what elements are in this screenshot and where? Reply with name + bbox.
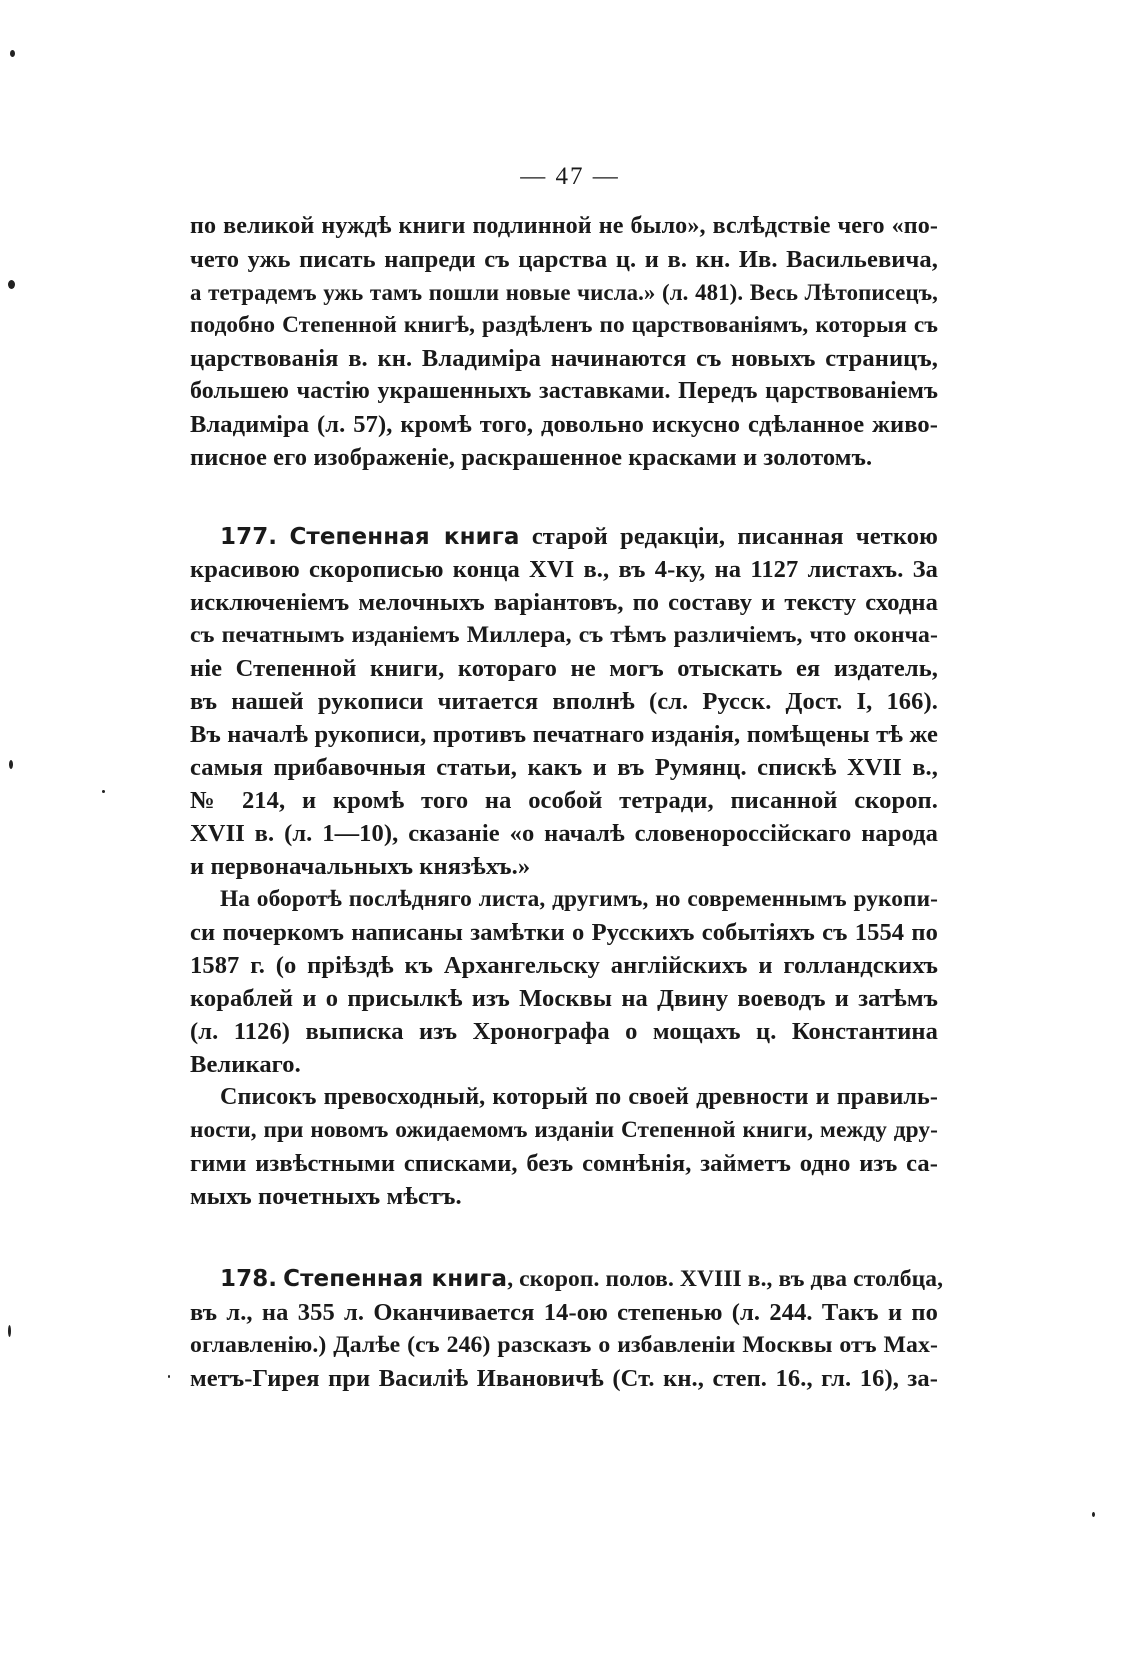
text-line: XVII в. (л. 1—10), сказаніе «о началѣ словенороссійскаго народа: [190, 820, 938, 847]
text-line: ніе Степенной книги, котораго не могъ отыскать ея издатель,: [190, 655, 938, 682]
text-line: мыхъ почетныхъ мѣстъ.: [190, 1183, 462, 1210]
text-line: гими извѣстными списками, безъ сомнѣнія, займетъ одно изъ са-: [190, 1150, 938, 1177]
entry-heading-rest: , скороп. полов. XVIII в., въ два столбца,: [507, 1266, 944, 1292]
text-line: Списокъ превосходный, который по своей древности и правиль-: [220, 1084, 938, 1110]
text-line: самыя прибавочныя статьи, какъ и въ Румянц. спискѣ XVII в.,: [190, 754, 938, 781]
text-line: царствованія в. кн. Владиміра начинаются съ новыхъ страницъ,: [190, 345, 938, 372]
scan-speck: [10, 50, 15, 57]
text-line: красивою скорописью конца XVI в., въ 4-ку, на 1127 листахъ. За: [190, 556, 938, 583]
entry-title: Степенная книга: [289, 524, 520, 550]
continuation-paragraph: [190, 210, 938, 474]
scan-speck: [8, 1325, 11, 1337]
text-line: съ печатнымъ изданіемъ Миллера, съ тѣмъ различіемъ, что оконча-: [190, 622, 938, 648]
text-line: 1587 г. (о пріѣздѣ къ Архангельску англійскихъ и голландскихъ: [190, 952, 938, 979]
text-line: кораблей и о присылкѣ изъ Москвы на Двину воеводъ и затѣмъ: [190, 985, 938, 1012]
entry-number: 177.: [220, 524, 278, 550]
text-line: На оборотѣ послѣдняго листа, другимъ, но современнымъ рукопи-: [220, 886, 938, 912]
scan-speck: [102, 790, 105, 793]
scan-speck: [1092, 1512, 1095, 1517]
text-line: исключеніемъ мелочныхъ варіантовъ, по составу и тексту сходна: [190, 589, 938, 616]
entry-title: Степенная книга: [283, 1266, 508, 1292]
text-line: си почеркомъ написаны замѣтки о Русскихъ событіяхъ съ 1554 по: [190, 919, 938, 946]
text-line: № 214, и кромѣ того на особой тетради, писанной скороп.: [190, 787, 938, 814]
text-line: а тетрадемъ ужь тамъ пошли новые числа.» (л. 481). Весь Лѣтописецъ,: [190, 280, 938, 305]
text-line: чето ужь писать напреди съ царства ц. и в. кн. Ив. Васильевича,: [190, 246, 938, 273]
text-line: по великой нуждѣ книги подлинной не было», вслѣдствіе чего «по-: [190, 213, 938, 239]
scan-speck: [9, 760, 13, 769]
text-line: Въ началѣ рукописи, противъ печатнаго изданія, помѣщены тѣ же: [190, 721, 938, 748]
entry-number: 178.: [220, 1266, 278, 1292]
entry-heading-line: [190, 1263, 944, 1296]
text-line: (л. 1126) выписка изъ Хронографа о мощахъ ц. Константина: [190, 1018, 938, 1045]
text-line: въ л., на 355 л. Оканчивается 14-ою степенью (л. 244. Такъ и по: [190, 1299, 938, 1326]
entry-heading-line: [190, 520, 938, 553]
text-line: Великаго.: [190, 1051, 301, 1078]
text-line: и первоначальныхъ князѣхъ.»: [190, 853, 531, 880]
entry-heading-rest: старой редакціи, писанная четкою: [531, 523, 938, 550]
text-line: ности, при новомъ ожидаемомъ изданіи Степенной книги, между дру-: [190, 1117, 938, 1143]
text-line: метъ-Гирея при Василіѣ Ивановичѣ (Ст. кн., степ. 16., гл. 16), за-: [190, 1365, 938, 1392]
text-line: оглавленію.) Далѣе (съ 246) разсказъ о избавленіи Москвы отъ Мах-: [190, 1332, 938, 1358]
text-line: писное его изображеніе, раскрашенное красками и золотомъ.: [190, 444, 873, 471]
text-line: подобно Степенной книгѣ, раздѣленъ по царствованіямъ, которыя съ: [190, 312, 938, 338]
scan-speck: [8, 280, 15, 289]
text-line: въ нашей рукописи читается вполнѣ (сл. Русск. Дост. I, 166).: [190, 688, 938, 715]
entry-178: [190, 1263, 944, 1395]
page-number: — 47 —: [520, 163, 620, 190]
entry-177: [190, 520, 938, 1213]
text-line: Владиміра (л. 57), кромѣ того, довольно искусно сдѣланное живо-: [190, 411, 938, 438]
text-line: большею частію украшенныхъ заставками. Передъ царствованіемъ: [190, 378, 938, 404]
scan-speck: [168, 1375, 170, 1378]
